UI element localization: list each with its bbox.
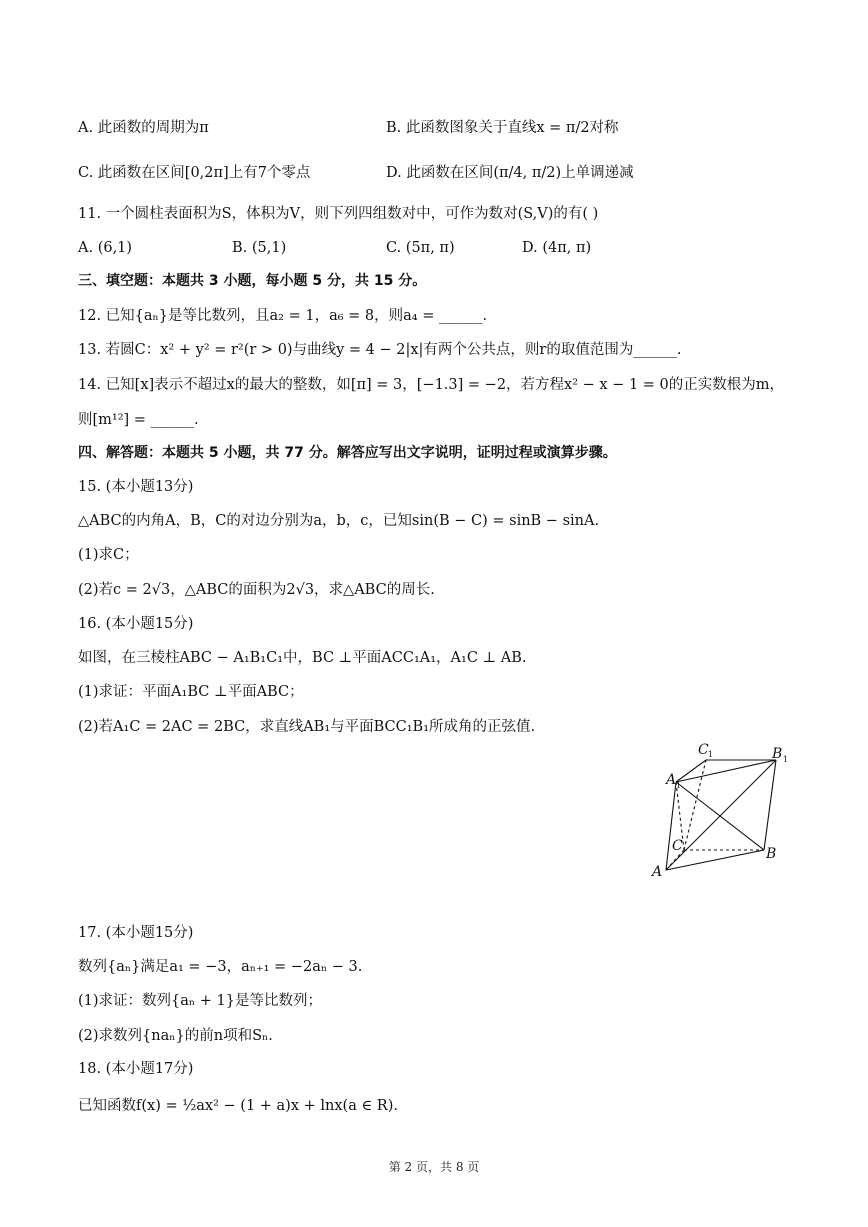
label-a1-sub: 1: [676, 781, 682, 790]
prism-figure: [648, 738, 798, 884]
label-c1: C: [698, 742, 709, 758]
question-15-part1: (1)求C；: [78, 547, 139, 563]
option-10b: B. 此函数图象关于直线x = π/2对称: [386, 120, 619, 136]
section-3-heading: 三、填空题：本题共 3 小题，每小题 5 分，共 15 分。: [78, 273, 427, 289]
option-11d: D. (4π, π): [522, 240, 592, 256]
page-footer: 第 2 页，共 8 页: [388, 1160, 480, 1174]
question-15-part2: (2)若c = 2√3，△ABC的面积为2√3，求△ABC的周长.: [78, 582, 435, 598]
label-b1: B: [772, 746, 783, 762]
question-15-head: 15. (本小题13分): [78, 479, 194, 495]
question-12: 12. 已知{aₙ}是等比数列，且a₂ = 1，a₆ = 8，则a₄ = ______.: [78, 308, 488, 324]
question-13: 13. 若圆C：x² + y² = r²(r > 0)与曲线y = 4 − 2|x|有两个公共点，则r的取值范围为______.: [78, 342, 682, 358]
question-16-part1: (1)求证：平面A₁BC ⊥平面ABC；: [78, 684, 304, 700]
section-4-heading: 四、解答题：本题共 5 小题，共 77 分。解答应写出文字说明，证明过程或演算步骤。: [78, 445, 617, 461]
label-b1-sub: 1: [783, 755, 789, 764]
question-18-stem: 已知函数f(x) = ½ax² − (1 + a)x + lnx(a ∈ R).: [78, 1098, 398, 1114]
question-14-line1: 14. 已知[x]表示不超过x的最大的整数，如[π] = 3，[−1.3] = −2，若方程x² − x − 1 = 0的正实数根为m，: [78, 377, 785, 393]
question-17-part2: (2)求数列{naₙ}的前n项和Sₙ.: [78, 1028, 273, 1044]
question-11-stem: 11. 一个圆柱表面积为S，体积为V，则下列四组数对中，可作为数对(S,V)的有( ): [78, 206, 599, 222]
edge-a1-b: [676, 782, 764, 850]
question-15-stem: △ABC的内角A，B，C的对边分别为a，b，c，已知sin(B − C) = sinB − sinA.: [78, 513, 600, 529]
option-10a: A. 此函数的周期为π: [78, 120, 209, 136]
question-16-head: 16. (本小题15分): [78, 616, 194, 632]
option-10d: D. 此函数在区间(π/4, π/2)上单调递减: [386, 165, 634, 181]
question-17-head: 17. (本小题15分): [78, 925, 194, 941]
edge-a-a1: [666, 782, 676, 870]
question-18-head: 18. (本小题17分): [78, 1061, 194, 1077]
option-11a: A. (6,1): [78, 240, 133, 256]
label-a: A: [652, 864, 663, 880]
question-16-stem: 如图，在三棱柱ABC − A₁B₁C₁中，BC ⊥平面ACC₁A₁，A₁C ⊥ AB.: [78, 650, 527, 666]
label-a1: A: [666, 772, 677, 788]
option-10c: C. 此函数在区间[0,2π]上有7个零点: [78, 165, 311, 181]
label-c1-sub: 1: [708, 750, 714, 759]
label-b: B: [766, 846, 777, 862]
label-c: C: [672, 838, 683, 854]
question-17-stem: 数列{aₙ}满足a₁ = −3，aₙ₊₁ = −2aₙ − 3.: [78, 959, 363, 975]
question-17-part1: (1)求证：数列{aₙ + 1}是等比数列；: [78, 993, 322, 1009]
edge-b-b1: [764, 760, 776, 850]
option-11c: C. (5π, π): [386, 240, 455, 256]
question-14-line2: 则[m¹²] = ______.: [78, 412, 199, 428]
question-16-part2: (2)若A₁C = 2AC = 2BC，求直线AB₁与平面BCC₁B₁所成角的正弦值.: [78, 719, 536, 735]
option-11b: B. (5,1): [232, 240, 287, 256]
